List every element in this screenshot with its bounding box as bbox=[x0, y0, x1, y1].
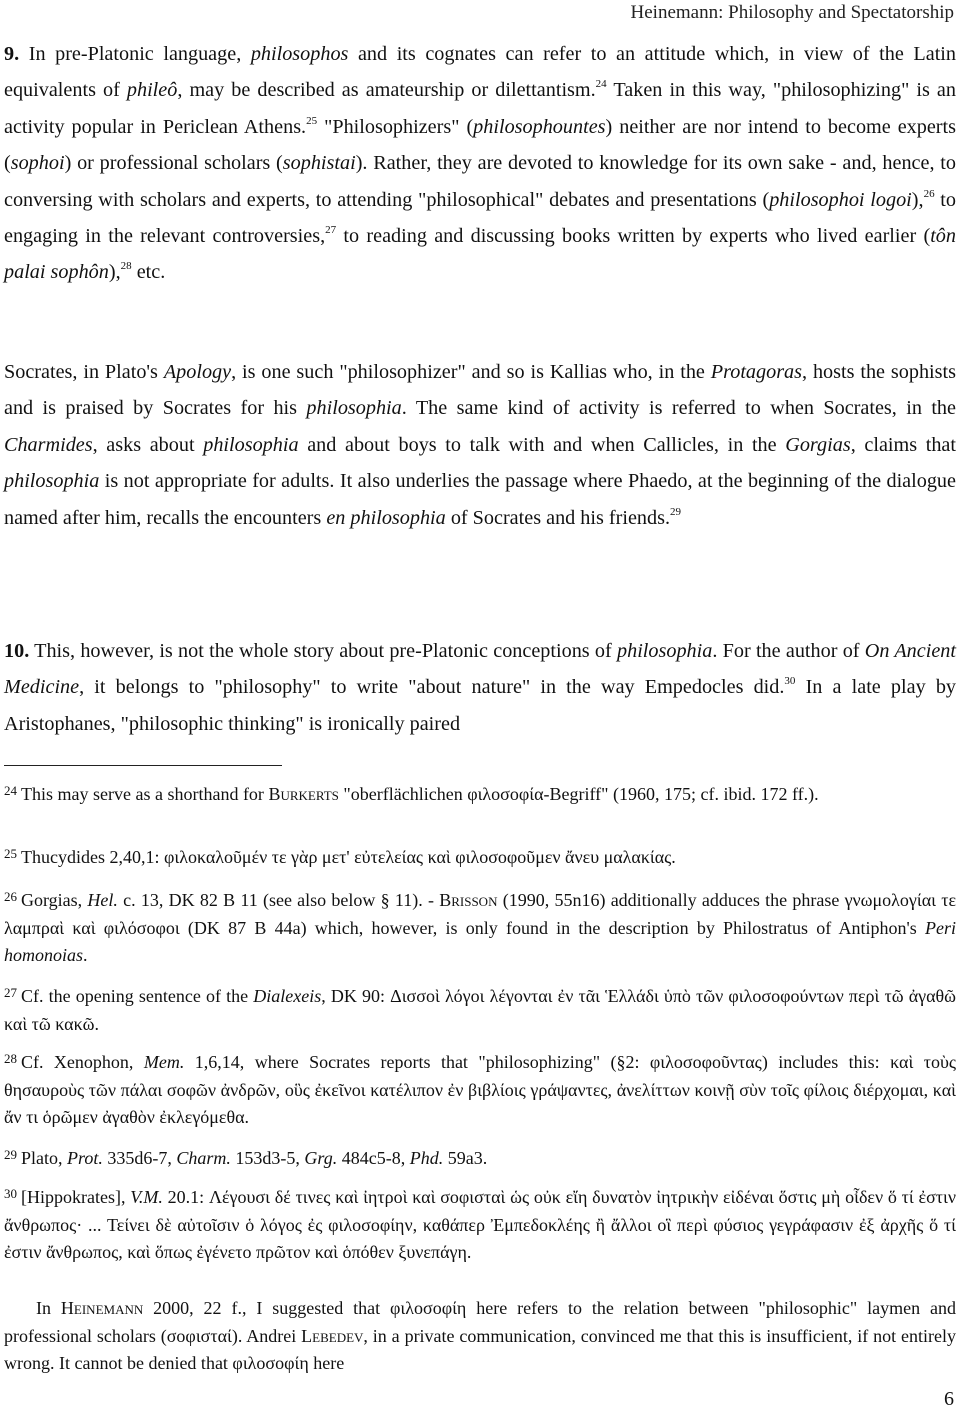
text-run: Taken in this way, "philosophizing" is an activity popular in Periclean Athens. bbox=[4, 79, 956, 138]
italic-term: Hel. bbox=[87, 890, 118, 910]
text-run: 20.1: Λέγουσι δέ τινες καὶ ἰητροὶ καὶ σοφισταὶ ὡς οὐκ εἴη δυνατὸν ἰητρικὴν εἰδέναι ὅστις μὴ οἶδεν ὅ τί ἐστιν ἄνθρωπος· ... Τείνει δὲ αὐτοῖσιν ὁ λόγος ἐς φιλοσοφίην, καθάπερ Ἐμπεδοκλέης ἢ ἄλλοι οἳ περὶ φύσιος γεγράφασιν ἐξ ἀρχῆς ὅ τί ἐστιν ἄνθρωπος, καὶ ὅπως ἐγένετο πρῶτον καὶ ὁπόθεν ξυνεπάγη. bbox=[4, 1187, 956, 1262]
text-run: This, however, is not the whole story about pre-Platonic conceptions of bbox=[34, 640, 617, 662]
italic-term: Protagoras bbox=[710, 361, 803, 383]
socrates-paragraph bbox=[4, 354, 956, 536]
italic-term: philosophoi logoi bbox=[769, 188, 912, 211]
italic-term: phileô bbox=[126, 79, 178, 102]
italic-term: en philosophia bbox=[326, 506, 446, 529]
text-run: is not appropriate for adults. It also underlies the passage where Phaedo, at the beginning of the dialogue named after him, recalls the encounters bbox=[4, 470, 956, 529]
text-run: Cf. the opening sentence of the bbox=[21, 986, 254, 1006]
footnote-text bbox=[4, 890, 956, 965]
footnote-number: 29 bbox=[4, 1147, 17, 1162]
footnote-28 bbox=[4, 1049, 956, 1132]
footnote-text bbox=[4, 1298, 956, 1373]
text-run: In bbox=[36, 1298, 61, 1318]
footnote-ref: 30 bbox=[784, 675, 796, 688]
text-run: 59a3. bbox=[443, 1148, 488, 1168]
footnote-25 bbox=[4, 844, 956, 872]
footnote-number: 27 bbox=[4, 985, 17, 1000]
italic-term: On Ancient Medicine bbox=[4, 640, 956, 699]
footnote-26 bbox=[4, 887, 956, 970]
footnote-text bbox=[21, 1148, 487, 1168]
text-run: , asks about bbox=[92, 433, 204, 456]
text-run: ) or professional scholars ( bbox=[64, 152, 283, 175]
text-run: , claims that bbox=[850, 433, 956, 456]
text-run: and about boys to talk with and when Callicles, in the bbox=[298, 433, 786, 456]
footnote-text bbox=[21, 784, 819, 804]
author-name: Heinemann bbox=[60, 1298, 144, 1318]
italic-term: philosophos bbox=[250, 43, 349, 65]
text-run: etc. bbox=[131, 261, 166, 284]
section-number: 9. bbox=[4, 43, 20, 65]
italic-term: sophistai bbox=[282, 152, 356, 175]
section-9-paragraph bbox=[4, 36, 956, 291]
text-run: In pre-Platonic language, bbox=[28, 43, 251, 65]
footnote-number: 26 bbox=[4, 889, 17, 904]
text-run: Thucydides 2,40,1: φιλοκαλοῦμέν τε γὰρ μετ' εὐτελείας καὶ φιλοσοφοῦμεν ἄνευ μαλακίας. bbox=[21, 847, 676, 867]
text-run: In a late play by Aristophanes, "philosophic thinking" is ironically paired bbox=[4, 676, 957, 735]
text-run: 1,6,14, where Socrates reports that "philosophizing" (§2: φιλοσοφοῦντας) includes this: καὶ τοὺς θησαυροὺς τῶν πάλαι σοφῶν ἀνδρῶν, οὓς ἐκεῖνοι κατέλιπον ἐν βιβλίοις γράψαντες, ἀνελίττων κοινῇ σὺν τοῖς φίλοις διέρχομαι, καὶ ἄν τι ὁρῶμεν ἀγαθὸν ἐκλεγόμεθα. bbox=[4, 1052, 956, 1127]
text-run: 153d3-5, bbox=[230, 1148, 305, 1168]
italic-term: Peri homonoias bbox=[4, 917, 956, 965]
italic-term: Prot. bbox=[67, 1148, 103, 1168]
text-run: 484c5-8, bbox=[337, 1148, 410, 1168]
author-name: Burkerts bbox=[268, 784, 339, 804]
footnote-number: 24 bbox=[4, 783, 17, 798]
running-header: Heinemann: Philosophy and Spectatorship bbox=[630, 2, 954, 23]
text-run: , DK 90: Δισσοὶ λόγοι λέγονται ἐν τᾶι Ἑλλάδι ὑπὸ τῶν φιλοσοφούντων περὶ τῶ ἀγαθῶ καὶ τῶ κακῶ. bbox=[4, 986, 956, 1034]
text-run: and its cognates can refer to an attitude which, in view of the Latin equivalents of bbox=[4, 43, 956, 102]
text-run: . For the author of bbox=[712, 640, 865, 662]
footnote-number: 28 bbox=[4, 1051, 17, 1066]
text-run: ), bbox=[911, 188, 924, 211]
footnote-text bbox=[21, 847, 676, 867]
text-run: 335d6-7, bbox=[102, 1148, 177, 1168]
text-run: , may be described as amateurship or dilettantism. bbox=[177, 79, 596, 102]
italic-term: Phd. bbox=[409, 1148, 444, 1168]
footnote-number: 25 bbox=[4, 846, 17, 861]
footnote-ref: 24 bbox=[595, 78, 607, 91]
footnote-ref: 25 bbox=[306, 114, 318, 127]
author-name: Lebedev bbox=[301, 1325, 364, 1346]
text-run: of Socrates and his friends. bbox=[445, 506, 671, 529]
footnote-27 bbox=[4, 983, 956, 1038]
italic-term: sophoi bbox=[10, 152, 65, 175]
italic-term: Gorgias bbox=[785, 433, 851, 456]
text-run: This may serve as a shorthand for bbox=[21, 784, 269, 804]
text-run: . bbox=[83, 945, 88, 965]
italic-term: V.M. bbox=[130, 1187, 163, 1207]
section-body bbox=[4, 640, 956, 735]
text-run: , is one such "philosophizer" and so is Kallias who, in the bbox=[231, 361, 711, 383]
text-run: ), bbox=[108, 261, 121, 284]
text-run: Plato, bbox=[21, 1148, 68, 1168]
footnote-text bbox=[4, 1052, 956, 1127]
text-run: to engaging in the relevant controversies, bbox=[4, 188, 957, 248]
footnote-ref: 28 bbox=[120, 260, 132, 273]
footnote-29 bbox=[4, 1145, 956, 1173]
section-body bbox=[4, 43, 956, 283]
footnote-text bbox=[4, 986, 956, 1034]
text-run: to reading and discussing books written by experts who lived earlier ( bbox=[336, 225, 931, 248]
italic-term: Apology bbox=[163, 361, 232, 383]
text-run: ) neither are nor intend to become experts ( bbox=[4, 115, 956, 175]
italic-term: Dialexeis bbox=[253, 986, 322, 1006]
italic-term: philosophia bbox=[306, 397, 402, 420]
italic-term: Grg. bbox=[304, 1148, 338, 1168]
text-run: [Hippokrates], bbox=[21, 1187, 131, 1207]
footnote-separator bbox=[4, 765, 282, 766]
text-run: c. 13, DK 82 B 11 (see also below § 11). - bbox=[117, 890, 440, 910]
text-run: Socrates, in Plato's bbox=[4, 361, 164, 383]
footnote-ref: 27 bbox=[325, 224, 337, 237]
text-run: , in a private communication, convinced me that this is insufficient, if not entirely wrong. It cannot be denied that φιλοσοφίη here bbox=[4, 1325, 956, 1373]
italic-term: philosophia bbox=[203, 433, 299, 456]
text-run: ). Rather, they are devoted to knowledge for its own sake - and, hence, to conversing with scholars and experts, to attending "philosophical" debates and presentations ( bbox=[4, 152, 956, 211]
text-run: "Philosophizers" ( bbox=[317, 115, 474, 138]
footnote-24 bbox=[4, 781, 956, 809]
footnote-ref: 29 bbox=[670, 505, 682, 518]
text-run: . The same kind of activity is referred to when Socrates, in the bbox=[401, 397, 956, 420]
text-run: , it belongs to "philosophy" to write "about nature" in the way Empedocles did. bbox=[79, 676, 785, 699]
footnote-ref: 26 bbox=[923, 187, 935, 200]
text-run: Gorgias, bbox=[21, 890, 88, 910]
text-run: 2000, 22 f., I suggested that φιλοσοφίη here refers to the relation between "philosophic" laymen and professional scholars (σοφισταί). Andrei bbox=[4, 1298, 957, 1346]
italic-term: tôn palai sophôn bbox=[4, 225, 956, 284]
footnote-number: 30 bbox=[4, 1186, 17, 1201]
text-run: Cf. Xenophon, bbox=[21, 1052, 144, 1072]
text-run: (1990, 55n16) additionally adduces the phrase γνωμολογίαι τε λαμπραὶ καὶ φιλόσοφοι (DK 87 B 44a) which, however, is only found in the description by Philostratus of Antiphon's bbox=[4, 890, 957, 938]
footnote-text bbox=[4, 1187, 956, 1262]
italic-term: Charmides bbox=[4, 433, 93, 456]
italic-term: Charm. bbox=[176, 1148, 231, 1168]
section-body bbox=[4, 361, 956, 529]
italic-term: philosophountes bbox=[473, 115, 606, 138]
italic-term: Mem. bbox=[143, 1052, 185, 1072]
italic-term: philosophia bbox=[617, 640, 713, 662]
section-10-paragraph bbox=[4, 633, 956, 742]
author-name: Brisson bbox=[439, 890, 498, 910]
page-number: 6 bbox=[944, 1388, 954, 1410]
section-number: 10. bbox=[4, 640, 30, 662]
footnote-30-continuation bbox=[4, 1295, 956, 1378]
footnote-30 bbox=[4, 1184, 956, 1267]
text-run: "oberflächlichen φιλοσοφία-Begriff" (1960, 175; cf. ibid. 172 ff.). bbox=[338, 784, 819, 804]
italic-term: philosophia bbox=[4, 470, 100, 493]
text-run: , hosts the sophists and is praised by Socrates for his bbox=[4, 361, 956, 420]
